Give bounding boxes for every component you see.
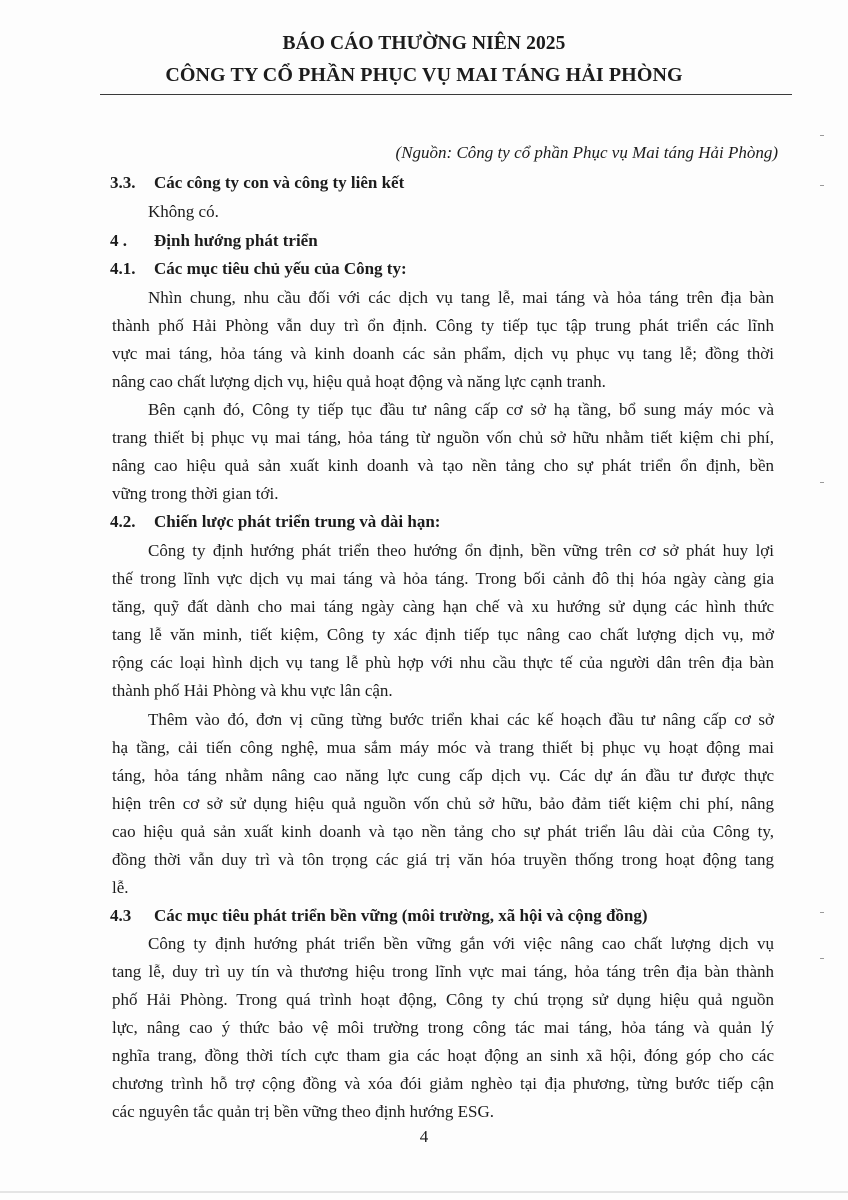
paragraph-line: chương trình hỗ trợ cộng đồng và xóa đói giảm nghèo tại địa phương, từng bước tiếp cận	[112, 1074, 774, 1093]
paragraph-line: nghĩa trang, đồng thời tích cực tham gia các hoạt động an sinh xã hội, đóng góp cho các	[112, 1046, 774, 1065]
scan-mark	[820, 135, 824, 136]
paragraph-line: lực, nâng cao ý thức bảo vệ môi trường trong công tác mai táng, hỏa táng và quản lý	[112, 1018, 774, 1037]
header-rule	[100, 94, 792, 95]
paragraph-line: Công ty định hướng phát triển bền vững gắn với việc nâng cao chất lượng dịch vụ	[148, 934, 774, 953]
paragraph-line: nâng cao chất lượng dịch vụ, hiệu quả hoạt động và năng lực cạnh tranh.	[112, 372, 606, 391]
heading-3-3	[110, 173, 404, 193]
paragraph-line: cao hiệu quả sản xuất kinh doanh và tạo nền tảng cho sự phát triển lâu dài của Công ty,	[112, 822, 774, 841]
company-name: CÔNG TY CỔ PHẦN PHỤC VỤ MAI TÁNG HẢI PHÒNG	[165, 64, 683, 86]
page-bottom-edge	[0, 1191, 848, 1193]
heading-text: Các mục tiêu chủ yếu của Công ty:	[154, 259, 407, 278]
report-title: BÁO CÁO THƯỜNG NIÊN 2025	[282, 33, 566, 54]
heading-text: Các công ty con và công ty liên kết	[154, 173, 405, 192]
paragraph-line: táng, hỏa táng nhằm nâng cao năng lực cung cấp dịch vụ. Các dự án đầu tư được thực	[112, 766, 774, 785]
paragraph-line: vững trong thời gian tới.	[112, 484, 279, 503]
paragraph-line: lễ.	[112, 878, 129, 897]
paragraph-line: trang thiết bị phục vụ mai táng, hỏa táng từ nguồn vốn chủ sở hữu nhằm tiết kiệm chi phí,	[112, 428, 774, 447]
scan-mark	[820, 958, 824, 959]
paragraph-line: tang lễ văn minh, tiết kiệm, Công ty xác định tiếp tục nâng cao chất lượng dịch vụ, mở	[112, 625, 774, 644]
paragraph-line: Nhìn chung, nhu cầu đối với các dịch vụ tang lễ, mai táng và hỏa táng trên địa bàn	[148, 288, 774, 307]
heading-number: 4 .	[110, 231, 127, 250]
paragraph-line: tăng, quỹ đất dành cho mai táng ngày càng hạn chế và xu hướng sử dụng các hình thức	[112, 597, 774, 616]
paragraph-line: Bên cạnh đó, Công ty tiếp tục đầu tư nâng cấp cơ sở hạ tầng, bổ sung máy móc và	[148, 400, 774, 419]
paragraph-line: phố Hải Phòng. Trong quá trình hoạt động, Công ty chú trọng sử dụng hiệu quả nguồn	[112, 990, 774, 1009]
scan-mark	[820, 185, 824, 186]
heading-number: 4.1.	[110, 259, 136, 278]
heading-number: 3.3.	[110, 173, 136, 192]
paragraph-line: Thêm vào đó, đơn vị cũng từng bước triển khai các kế hoạch đầu tư nâng cấp cơ sở	[148, 710, 774, 729]
paragraph-line: nâng cao hiệu quả sản xuất kinh doanh và tạo nền tảng cho sự phát triển ổn định, bền	[112, 456, 774, 475]
heading-4	[110, 231, 318, 251]
source-note: (Nguồn: Công ty cổ phần Phục vụ Mai táng Hải Phòng)	[395, 143, 778, 162]
paragraph-line: tang lễ, duy trì uy tín và thương hiệu trong lĩnh vực mai táng, hỏa táng trên địa bàn thành	[112, 962, 774, 981]
heading-number: 4.3	[110, 906, 132, 925]
paragraph-line: Không có.	[148, 202, 219, 221]
paragraph-line: vực mai táng, hỏa táng và kinh doanh các sản phẩm, dịch vụ phục vụ tang lễ; đồng thời	[112, 344, 774, 363]
scan-mark	[820, 482, 824, 483]
page-number: 4	[419, 1127, 429, 1146]
paragraph-line: thế trong lĩnh vực dịch vụ mai táng và hỏa táng. Trong bối cảnh đô thị hóa ngày càng gia	[112, 569, 774, 588]
paragraph-line: các nguyên tắc quản trị bền vững theo định hướng ESG.	[112, 1102, 494, 1121]
paragraph-line: hạ tầng, cải tiến công nghệ, mua sắm máy móc và trang thiết bị phục vụ hoạt động mai	[112, 738, 774, 757]
paragraph-line: đồng thời vẫn duy trì và tôn trọng các giá trị văn hóa truyền thống trong hoạt động tang	[112, 850, 774, 869]
heading-number: 4.2.	[110, 512, 136, 531]
paragraph-line: rộng các loại hình dịch vụ tang lễ phù hợp với nhu cầu thực tế của người dân trên địa bàn	[112, 653, 774, 672]
heading-text: Định hướng phát triển	[154, 231, 318, 250]
paragraph-line: thành phố Hải Phòng và khu vực lân cận.	[112, 681, 393, 700]
paragraph-line: Công ty định hướng phát triển theo hướng ổn định, bền vững trên cơ sở phát huy lợi	[148, 541, 774, 560]
heading-4-1	[110, 259, 407, 279]
heading-text: Các mục tiêu phát triển bền vững (môi trường, xã hội và cộng đồng)	[154, 906, 648, 925]
paragraph-line: hiện trên cơ sở sử dụng hiệu quả nguồn vốn chủ sở hữu, bảo đảm tiết kiệm chi phí, nâng	[112, 794, 774, 813]
heading-4-3	[110, 906, 648, 926]
heading-4-2	[110, 512, 440, 532]
heading-text: Chiến lược phát triển trung và dài hạn:	[154, 512, 441, 531]
paragraph-line: thành phố Hải Phòng vẫn duy trì ổn định. Công ty tiếp tục tập trung phát triển các lĩnh	[112, 316, 774, 335]
scan-mark	[820, 912, 824, 913]
